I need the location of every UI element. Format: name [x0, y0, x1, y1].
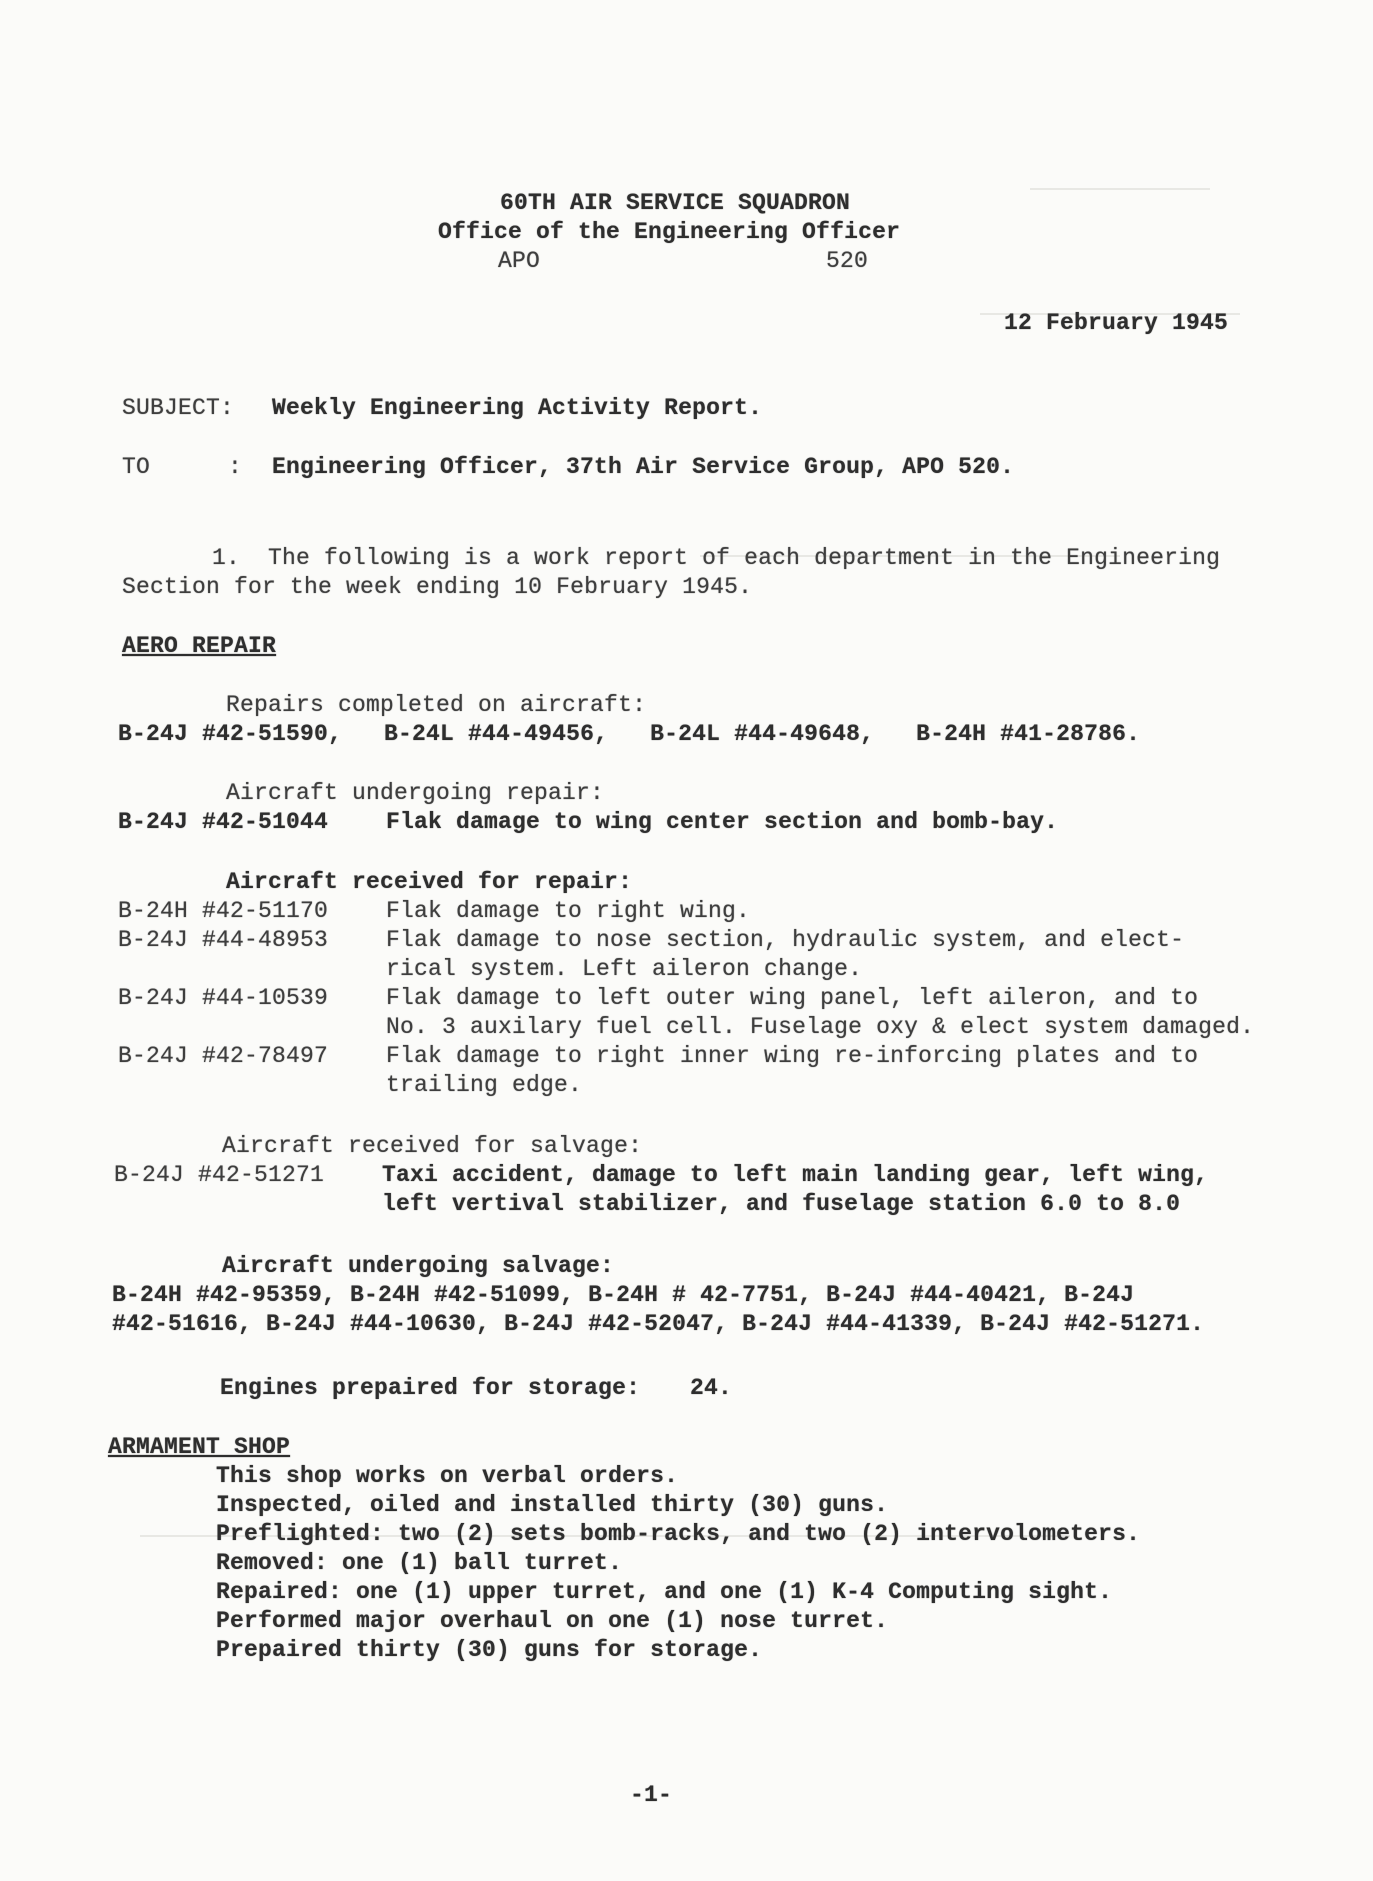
intro-line-1: 1. The following is a work report of each department in the Engineering: [212, 545, 1221, 571]
unit-name: 60TH AIR SERVICE SQUADRON: [500, 190, 851, 216]
armament-line: Preflighted: two (2) sets bomb-racks, and two (2) intervolometers.: [216, 1521, 1141, 1547]
aircraft-id: B-24J #44-10539: [118, 985, 329, 1011]
armament-line: Removed: one (1) ball turret.: [216, 1550, 623, 1576]
armament-line: Repaired: one (1) upper turret, and one (1) K-4 Computing sight.: [216, 1579, 1113, 1605]
bleed-through-line: [1030, 188, 1210, 190]
engines-label: Engines prepaired for storage:: [220, 1375, 641, 1401]
aircraft-description-cont: rical system. Left aileron change.: [386, 956, 863, 982]
aircraft-description: Flak damage to right wing.: [386, 898, 751, 924]
aircraft-description-cont: trailing edge.: [386, 1072, 583, 1098]
apo-label: APO: [498, 248, 541, 274]
to-separator: :: [228, 454, 243, 480]
armament-line: Performed major overhaul on one (1) nose turret.: [216, 1608, 889, 1634]
subject-label: SUBJECT:: [122, 395, 235, 421]
to-label: TO: [122, 454, 151, 480]
aircraft-id: B-24J #44-48953: [118, 927, 329, 953]
completed-list: B-24J #42-51590, B-24L #44-49456, B-24L #44-49648, B-24H #41-28786.: [118, 721, 1141, 747]
office-name: Office of the Engineering Officer: [438, 219, 901, 245]
undergoing-salvage-label: Aircraft undergoing salvage:: [222, 1253, 615, 1279]
aircraft-description-cont: left vertival stabilizer, and fuselage station 6.0 to 8.0: [382, 1191, 1181, 1217]
received-repair-label: Aircraft received for repair:: [226, 869, 633, 895]
intro-line-2: Section for the week ending 10 February 1945.: [122, 574, 753, 600]
aircraft-id: B-24J #42-51044: [118, 809, 329, 835]
armament-line: This shop works on verbal orders.: [216, 1463, 679, 1489]
section-heading-armament-shop: ARMAMENT SHOP: [108, 1434, 291, 1460]
section-heading-aero-repair: AERO REPAIR: [122, 633, 277, 659]
aircraft-id: B-24H #42-51170: [118, 898, 329, 924]
aircraft-description-cont: No. 3 auxilary fuel cell. Fuselage oxy & elect system damaged.: [386, 1014, 1255, 1040]
salvage-list-line-1: B-24H #42-95359, B-24H #42-51099, B-24H # 42-7751, B-24J #44-40421, B-24J: [112, 1282, 1135, 1308]
report-date: 12 February 1945: [1004, 310, 1229, 336]
aircraft-description: Taxi accident, damage to left main landing gear, left wing,: [382, 1162, 1209, 1188]
engines-count: 24.: [690, 1375, 733, 1401]
to-text: Engineering Officer, 37th Air Service Group, APO 520.: [272, 454, 1015, 480]
aircraft-description: Flak damage to nose section, hydraulic system, and elect-: [386, 927, 1185, 953]
aircraft-id: B-24J #42-51271: [114, 1162, 325, 1188]
page-number: -1-: [630, 1782, 673, 1808]
subject-text: Weekly Engineering Activity Report.: [272, 395, 763, 421]
salvage-list-line-2: #42-51616, B-24J #44-10630, B-24J #42-52047, B-24J #44-41339, B-24J #42-51271.: [112, 1311, 1205, 1337]
completed-label: Repairs completed on aircraft:: [226, 692, 647, 718]
received-salvage-label: Aircraft received for salvage:: [222, 1133, 643, 1159]
aircraft-description: Flak damage to left outer wing panel, left aileron, and to: [386, 985, 1199, 1011]
apo-number: 520: [826, 248, 869, 274]
aircraft-description: Flak damage to wing center section and bomb-bay.: [386, 809, 1059, 835]
undergoing-repair-label: Aircraft undergoing repair:: [226, 780, 605, 806]
armament-line: Inspected, oiled and installed thirty (30) guns.: [216, 1492, 889, 1518]
aircraft-description: Flak damage to right inner wing re-inforcing plates and to: [386, 1043, 1199, 1069]
aircraft-id: B-24J #42-78497: [118, 1043, 329, 1069]
armament-line: Prepaired thirty (30) guns for storage.: [216, 1637, 763, 1663]
